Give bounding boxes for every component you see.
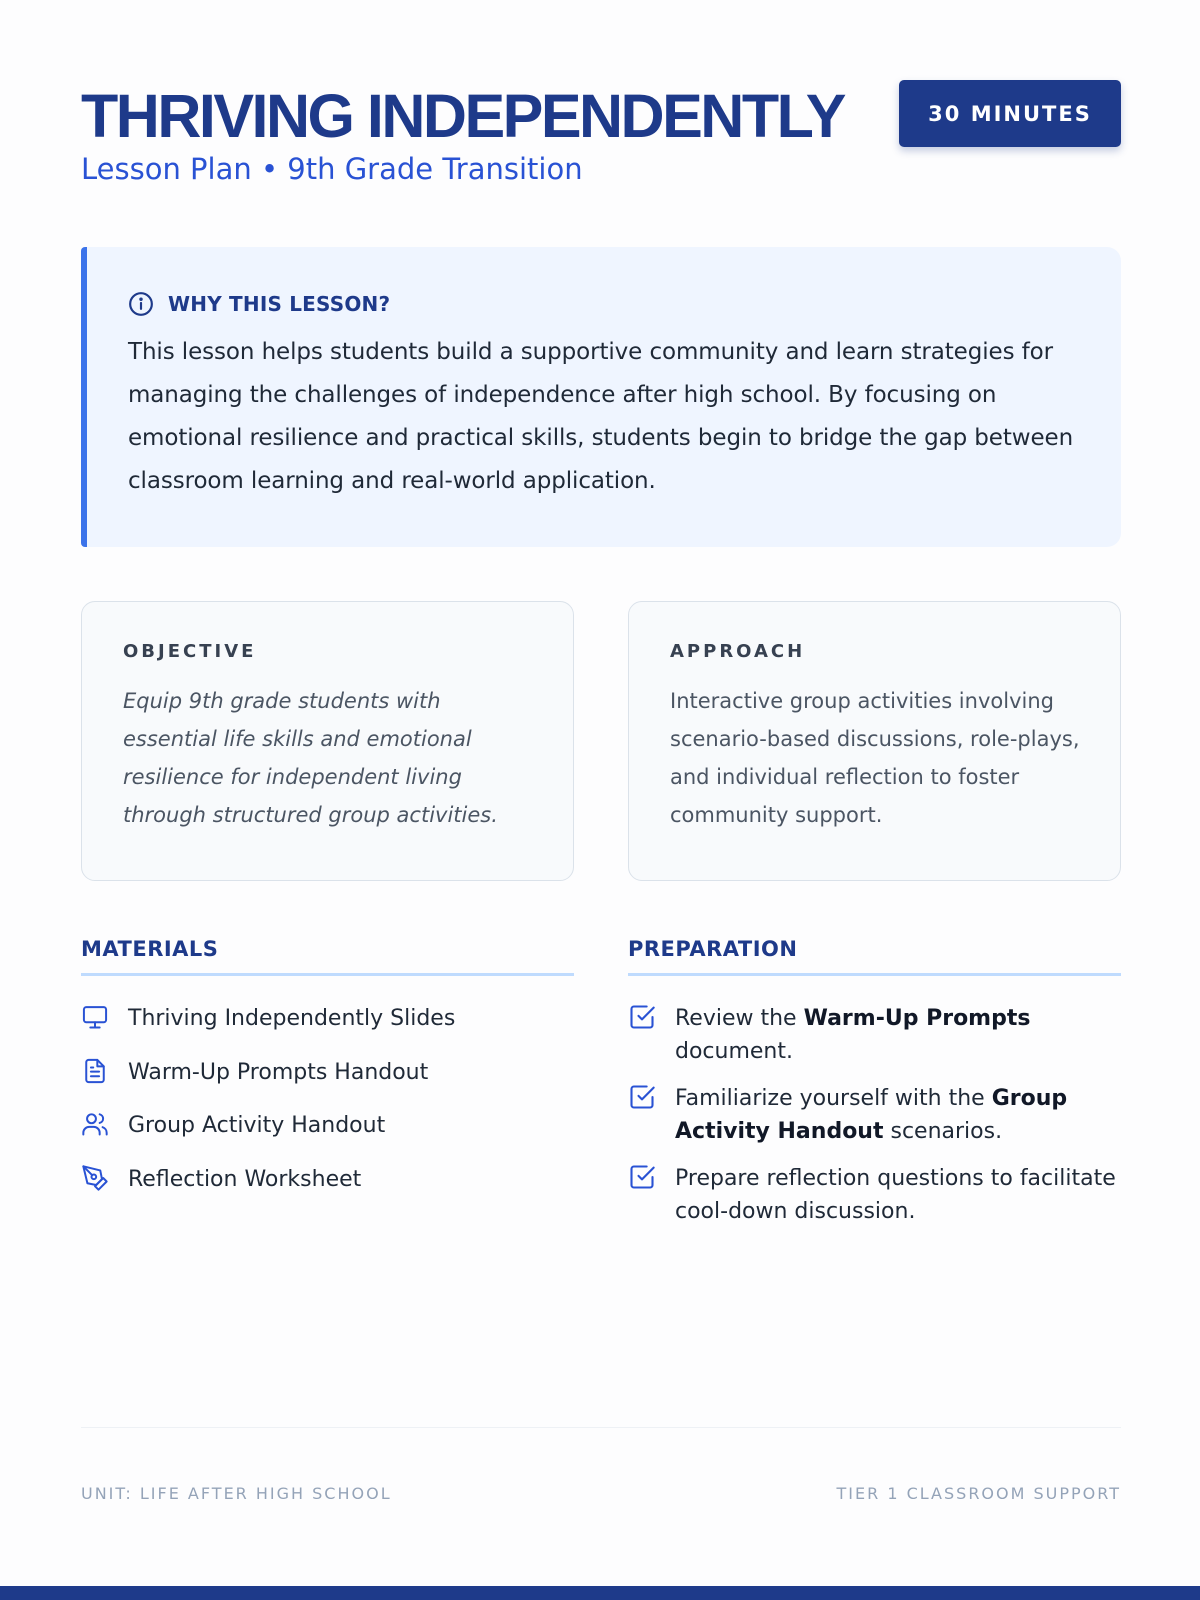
pen-tool-icon — [81, 1164, 109, 1192]
preparation-section — [628, 937, 1121, 1242]
objective-text: Equip 9th grade students with essential life skills and emotional resilience for independent living through structured group activities. — [123, 689, 498, 827]
lesson-plan-page — [81, 0, 1121, 1600]
material-label: Warm-Up Prompts Handout — [128, 1059, 429, 1085]
objective-title: OBJECTIVE — [123, 641, 257, 662]
footer-unit: UNIT: LIFE AFTER HIGH SCHOOL — [81, 1484, 392, 1503]
materials-list — [81, 1002, 574, 1216]
document-icon — [81, 1057, 109, 1085]
lesson-subtitle: Lesson Plan • 9th Grade Transition — [81, 152, 583, 186]
list-item — [81, 1002, 574, 1056]
materials-section — [81, 937, 574, 1216]
preparation-list — [628, 1002, 1121, 1228]
preparation-text: Prepare reflection questions to facilitate cool-down discussion. — [675, 1166, 1116, 1224]
why-title: WHY THIS LESSON? — [168, 292, 391, 316]
footer-tier: TIER 1 CLASSROOM SUPPORT — [836, 1484, 1121, 1503]
list-item — [81, 1109, 574, 1163]
list-item — [628, 1082, 1121, 1148]
why-heading — [128, 287, 1081, 321]
checkbox-icon — [628, 1003, 656, 1031]
why-body: This lesson helps students build a supportive community and learn strategies for managing the challenges of independence after high school. By focusing on emotional resilience and practical skills, students begin to bridge the gap between classroom learning and real-world application. — [128, 339, 1074, 494]
preparation-title: PREPARATION — [628, 937, 1121, 976]
material-label: Reflection Worksheet — [128, 1166, 362, 1192]
checkbox-icon — [628, 1083, 656, 1111]
approach-text: Interactive group activities involving scenario-based discussions, role-plays, and individual reflection to foster community support. — [670, 689, 1080, 827]
list-item — [81, 1163, 574, 1217]
users-icon — [81, 1110, 109, 1138]
preparation-text: Familiarize yourself with the Group Activity Handout scenarios. — [675, 1086, 1068, 1144]
approach-card — [628, 601, 1121, 881]
materials-title: MATERIALS — [81, 937, 574, 976]
objective-card — [81, 601, 574, 881]
bold-reference: Warm-Up Prompts — [803, 1006, 1031, 1031]
preparation-text: Review the Warm-Up Prompts document. — [675, 1006, 1031, 1064]
material-label: Thriving Independently Slides — [128, 1006, 456, 1031]
list-item — [628, 1162, 1121, 1228]
list-item — [628, 1002, 1121, 1068]
approach-title: APPROACH — [670, 641, 806, 662]
list-item — [81, 1056, 574, 1110]
why-this-lesson-callout — [81, 247, 1121, 547]
checkbox-icon — [628, 1163, 656, 1191]
footer-divider — [81, 1427, 1121, 1428]
bottom-accent-bar — [0, 1586, 1200, 1600]
info-icon — [128, 291, 154, 317]
bold-reference: Group Activity Handout — [675, 1086, 1068, 1144]
lesson-title: THRIVING INDEPENDENTLY — [81, 82, 844, 150]
monitor-icon — [81, 1003, 109, 1031]
material-label: Group Activity Handout — [128, 1113, 386, 1138]
duration-badge: 30 MINUTES — [899, 80, 1121, 147]
